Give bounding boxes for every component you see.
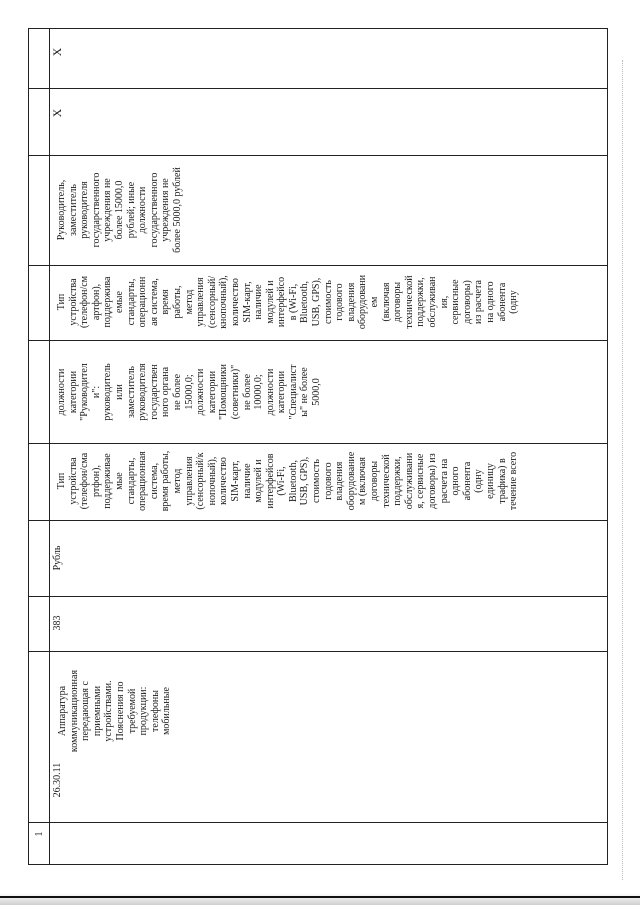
scan-edge-line: [0, 896, 640, 898]
scan-right-margin-dots: [622, 60, 623, 880]
cell-okpd-code: 26.30.11: [52, 762, 63, 798]
col-divider-8: [28, 155, 608, 156]
cell-unit: Рубль: [52, 545, 63, 571]
col-divider-9: [28, 88, 608, 89]
cell-justification: X: [50, 108, 64, 118]
col-divider-4: [28, 520, 608, 521]
cell-okei-code: 383: [52, 615, 63, 631]
table-border-bottom: [607, 28, 608, 865]
table-border-left: [28, 864, 608, 865]
cell-values-approved: Руководитель, заместитель руководителя государственного учреждения не более 15000,0 рублей; иные должности государственного учреждения не более 5000,0 рублей: [56, 167, 183, 253]
cell-product-name: Аппаратура коммуникационная передающая с приемными устройствами. Пояснения по требуемой продукции: телефоны мобильные: [57, 669, 173, 753]
table-border-top: [28, 28, 29, 865]
cell-values-main: должности категории "Руководител и": руководитель или заместитель руководителя государствен ного органа не более 15000,0; должности категории "Помощники (советники)" не более 10000,0; должности категории "Специалист ы" не более 5000,0: [56, 363, 323, 421]
scan-edge-shadow: [0, 893, 640, 905]
cell-function: X: [50, 47, 64, 57]
col-divider-2: [28, 651, 608, 652]
cell-row-number: 1: [34, 831, 45, 837]
cell-characteristic-main: Тип устройства (телефон/сма ртфон), поддерживае мые стандарты, операционная система, время работы, метод управления (сенсорный/к нопочный), количество SIM-карт, наличие модулей и интерфейсов (Wi-Fi, Bluetooth, USB, GPS), стоимость годового владения оборудование м (включая договоры технической поддержки, обслуживани я, сервисные договоры) из расчета на одного абонента (одну единицу трафика) в течение всего: [56, 450, 520, 512]
cell-characteristic-approved: Тип устройства (телефон/см артфон), поддержива емые стандарты, операционн ая система, время работы, метод управления (сенсорный/ кнопочный), количество SIM-карт, наличие модулей и интерфейсо в (Wi-Fi, Bluetooth, USB, GPS), стоимость годового владения оборудовани ем (включая договоры технической поддержки, обслуживан ия, сервисные договоры) из расчета на одного абонента (одну: [56, 274, 520, 330]
table-border-right: [28, 28, 608, 29]
row-divider: [49, 28, 50, 865]
col-divider-1: [28, 822, 608, 823]
col-divider-3: [28, 596, 608, 597]
col-divider-6: [28, 340, 608, 341]
